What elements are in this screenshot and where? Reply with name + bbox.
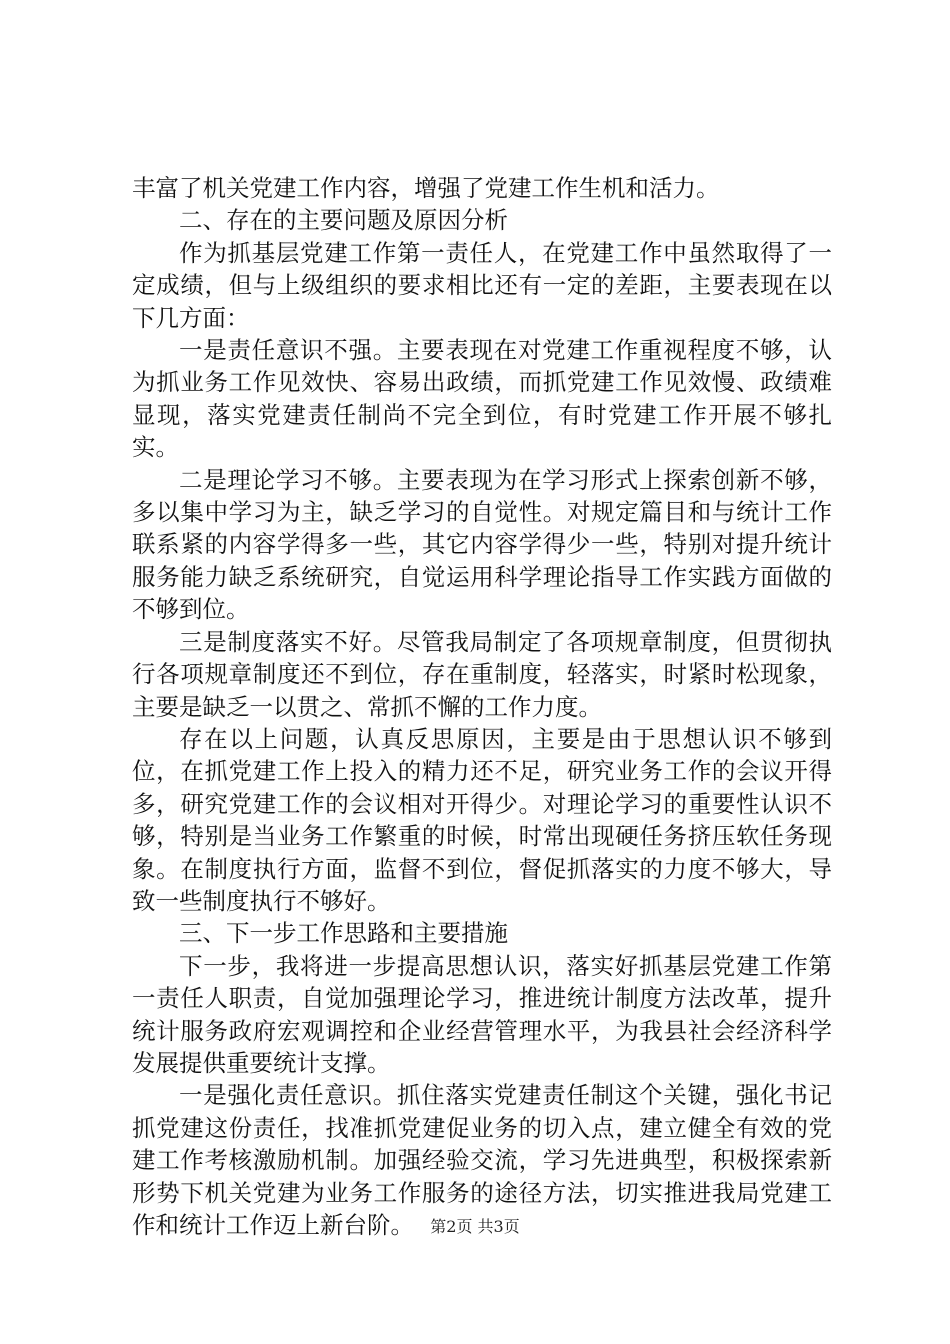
paragraph-strengthen-responsibility: 一是强化责任意识。抓住落实党建责任制这个关键，强化书记抓党建这份责任，找准抓党建促业务的切入点，建立健全有效的党建工作考核激励机制。加强经验交流，学习先进典型，积极探索新形势下机关党建为业务工作服务的途径方法，切实推进我局党建工作和统计工作迈上新台阶。 — [132, 1081, 832, 1239]
paragraph-continuation: 丰富了机关党建工作内容，增强了党建工作生机和活力。 — [132, 174, 720, 202]
paragraph-cause-analysis: 存在以上问题，认真反思原因，主要是由于思想认识不够到位，在抓党建工作上投入的精力还不足，研究业务工作的会议开得多，研究党建工作的会议相对开得少。对理论学习的重要性认识不够，特别是当业务工作繁重的时候，时常出现硬任务挤压软任务现象。在制度执行方面，监督不到位，督促抓落实的力度不够大，导致一些制度执行不够好。 — [132, 724, 832, 915]
paragraph-responsibility: 一是责任意识不强。主要表现在对党建工作重视程度不够，认为抓业务工作见效快、容易出政绩，而抓党建工作见效慢、政绩难显现，落实党建责任制尚不完全到位，有时党建工作开展不够扎实。 — [132, 336, 832, 462]
section-heading-problems: 二、存在的主要问题及原因分析 — [179, 206, 508, 235]
paragraph-theory-study: 二是理论学习不够。主要表现为在学习形式上探索创新不够，多以集中学习为主，缺乏学习的自觉性。对规定篇目和与统计工作联系紧的内容学得多一些，其它内容学得少一些，特别对提升统计服务能力缺乏系统研究，自觉运用科学理论指导工作实践方面做的不够到位。 — [132, 465, 832, 624]
paragraph-intro: 作为抓基层党建工作第一责任人，在党建工作中虽然取得了一定成绩，但与上级组织的要求相比还有一定的差距，主要表现在以下几方面： — [132, 238, 832, 332]
page-footer: 第2页 共3页 — [430, 1217, 520, 1236]
paragraph-next-steps: 下一步，我将进一步提高思想认识，落实好抓基层党建工作第一责任人职责，自觉加强理论学习，推进统计制度方法改革，提升统计服务政府宏观调控和企业经营管理水平，为我县社会经济科学发展提供重要统计支撑。 — [132, 951, 832, 1077]
paragraph-system-implementation: 三是制度落实不好。尽管我局制定了各项规章制度，但贯彻执行各项规章制度还不到位，存在重制度，轻落实，时紧时松现象，主要是缺乏一以贯之、常抓不懈的工作力度。 — [132, 627, 832, 721]
document-body — [132, 172, 832, 1241]
section-heading-next-steps: 三、下一步工作思路和主要措施 — [179, 919, 508, 948]
